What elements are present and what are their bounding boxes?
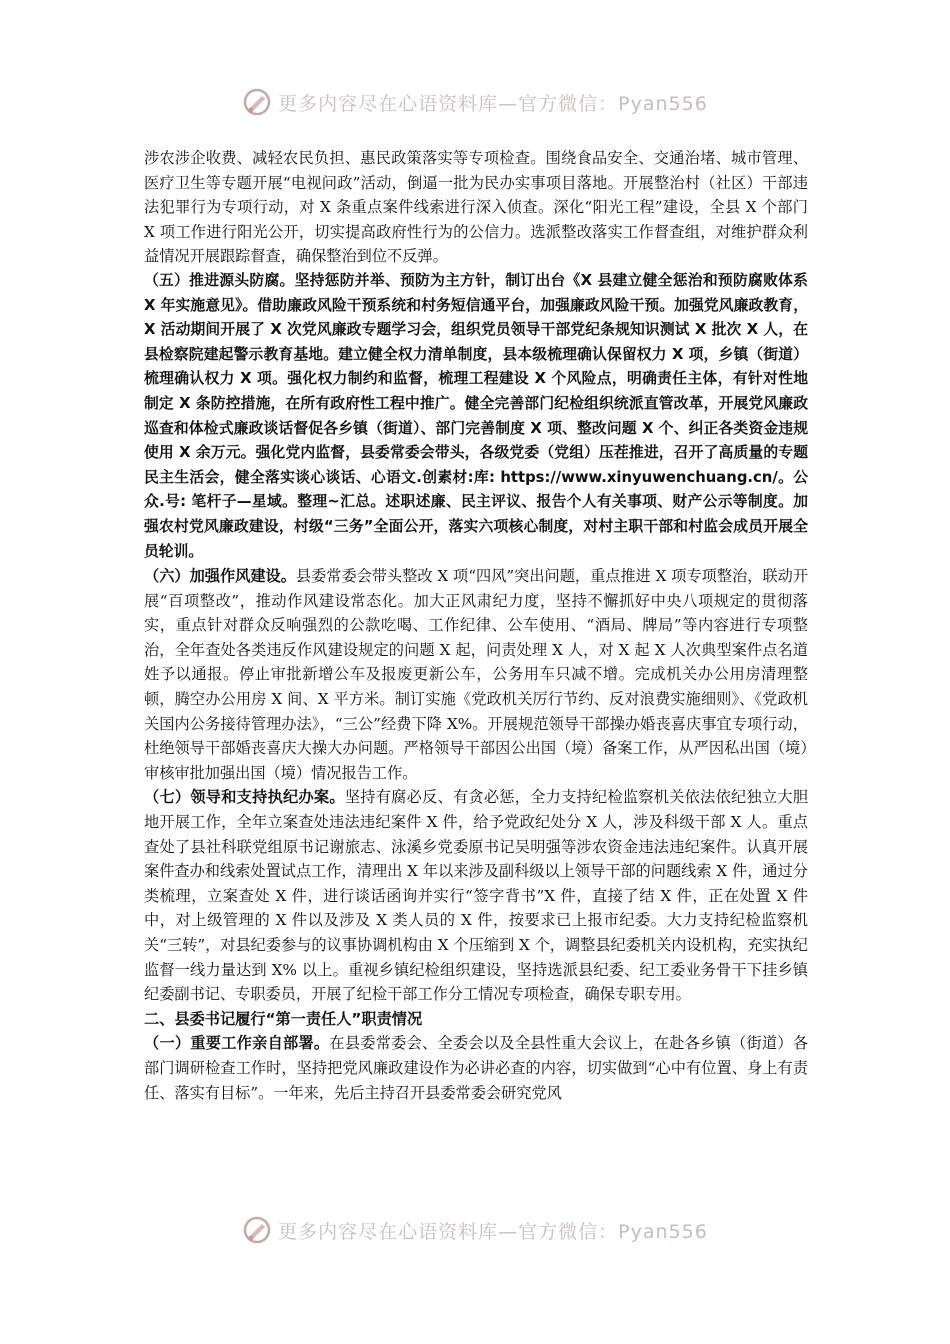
paragraph-source-prevention [144,269,808,564]
document-body [144,146,808,1105]
paragraph-text: 坚持有腐必反、有贪必惩，全力支持纪检监察机关依法依纪独立大胆地开展工作，全年立案查处违法违纪案件 X 件，给予党政纪处分 X 人，涉及科级干部 X 人。重点查处了县社科联党组原书记谢旅志、泳溪乡党委原书记吴明强等涉农资金违法违纪案件。认真开展案件查办和线索处置试点工作，清理出 X 年以来涉及副科级以上领导干部的问题线索 X 件，通过分类梳理，立案查处 X 件，进行谈话函询并实行“签字背书”X 件，直接了结 X 件，正在处置 X 件中，对上级管理的 X 件以及涉及 X 类人员的 X 件，按要求已上报市纪委。大力支持纪检监察机关“三转”，对县纪委参与的议事协调机构由 X 个压缩到 X 个，调整县纪委机关内设机构，充实执纪监督一线力量达到 X% 以上。重视乡镇纪检组织建设，坚持选派县纪委、纪工委业务骨干下挂乡镇纪委副书记、专职委员，开展了纪检干部工作分工情况专项检查，确保专职专用。 [144,788,809,1004]
header-watermark-banner [0,80,950,124]
brush-logo-icon [242,1215,272,1245]
brush-logo-icon [242,87,272,117]
paragraph-heading: （六）加强作风建设。 [144,567,296,586]
paragraph-continuation: 涉农涉企收费、减轻农民负担、惠民政策落实等专项检查。围绕食品安全、交通治堵、城市管理、医疗卫生等专题开展“电视问政”活动，倒逼一批为民办实事项目落地。开展整治村（社区）干部违法犯罪行为专项行动，对 X 条重点案件线索进行深入侦查。深化“阳光工程”建设，全县 X 个部门 X 项工作进行阳光公开，切实提高政府性行为的公信力。选派整改落实工作督查组，对维护群众利益情况开展跟踪督查，确保整治到位不反弹。 [144,149,808,266]
section-title: 二、县委书记履行“第一责任人”职责情况 [144,1009,423,1028]
paragraph-text: 在县委常委会、全委会以及全县性重大会议上，在赴各乡镇（街道）各部门调研检查工作时，坚持把党风廉政建设作为必讲必查的内容，切实做到“心中有位置、身上有责任、落实有目标”。一年来，先后主持召开县委常委会研究党风 [144,1034,809,1102]
header-watermark-text: 更多内容尽在心语资料库—官方微信：Pyan556 [278,92,708,115]
paragraph-text: 坚持惩防并举、预防为主方针，制订出台《X 县建立健全惩治和预防腐败体系 X 年实施意见》。借助廉政风险干预系统和村务短信通平台，加强廉政风险干预。加强党风廉政教育，X 活动期间开展了 X 次党风廉政专题学习会，组织党员领导干部党纪条规知识测试 X 批次 X 人，在县检察院建起警示教育基地。建立健全权力清单制度，县本级梳理确认保留权力 X 项，乡镇（街道）梳理确认权力 X 项。强化权力制约和监督，梳理工程建设 X 个风险点，明确责任主体，有针对性地制定 X 条防控措施，在所有政府性工程中推广。健全完善部门纪检组织统派直管改革，开展党风廉政巡查和体检式廉政谈话督促各乡镇（街道）、部门完善制度 X 项、整改问题 X 个、纠正各类资金违规使用 X 余万元。强化党内监督，县委常委会带头，各级党委（党组）压茬推进，召开了高质量的专题民主生活会，健全落实谈心谈话、心语文.创素材:库: https://www.xinyuwenchuang.cn/。公众.号: 笔杆子—星域。整理~汇总。述职述廉、民主评议、报告个人有关事项、财产公示等制度。加强农村党风廉政建设，村级“三务”全面公开，落实六项核心制度，对村主职干部和村监会成员开展全员轮训。 [144,271,808,560]
footer-watermark-text: 更多内容尽在心语资料库—官方微信：Pyan556 [278,1220,708,1243]
paragraph-text: 县委常委会带头整改 X 项“四风”突出问题，重点推进 X 项专项整治，联动开展“百项整改”，推动作风建设常态化。加大正风肃纪力度，坚持不懈抓好中央八项规定的贯彻落实，重点针对群众反响强烈的公款吃喝、工作纪律、公车使用、“酒局、牌局”等内容进行专项整治，全年查处各类违反作风建设规定的问题 X 起，问责处理 X 人，对 X 起 X 人次典型案件点名道姓予以通报。停止审批新增公车及报废更新公车，公务用车只减不增。完成机关办公用房清理整顿，腾空办公用房 X 间、X 平方米。制订实施《党政机关厉行节约、反对浪费实施细则》、《党政机关国内公务接待管理办法》，“三公”经费下降 X%。开展规范领导干部操办婚丧喜庆事宜专项行动，杜绝领导干部婚丧喜庆大操大办问题。严格领导干部因公出国（境）备案工作，从严因私出国（境）审核审批加强出国（境）情况报告工作。 [144,567,809,782]
paragraph-personal-deployment [144,1031,808,1105]
paragraph-heading: （一）重要工作亲自部署。 [144,1034,330,1053]
paragraph-heading: （五）推进源头防腐。 [144,271,295,289]
paragraph-heading: （七）领导和支持执纪办案。 [144,788,345,807]
footer-watermark-banner [0,1208,950,1252]
paragraph-style-building [144,564,808,785]
paragraph-case-handling [144,785,808,1006]
